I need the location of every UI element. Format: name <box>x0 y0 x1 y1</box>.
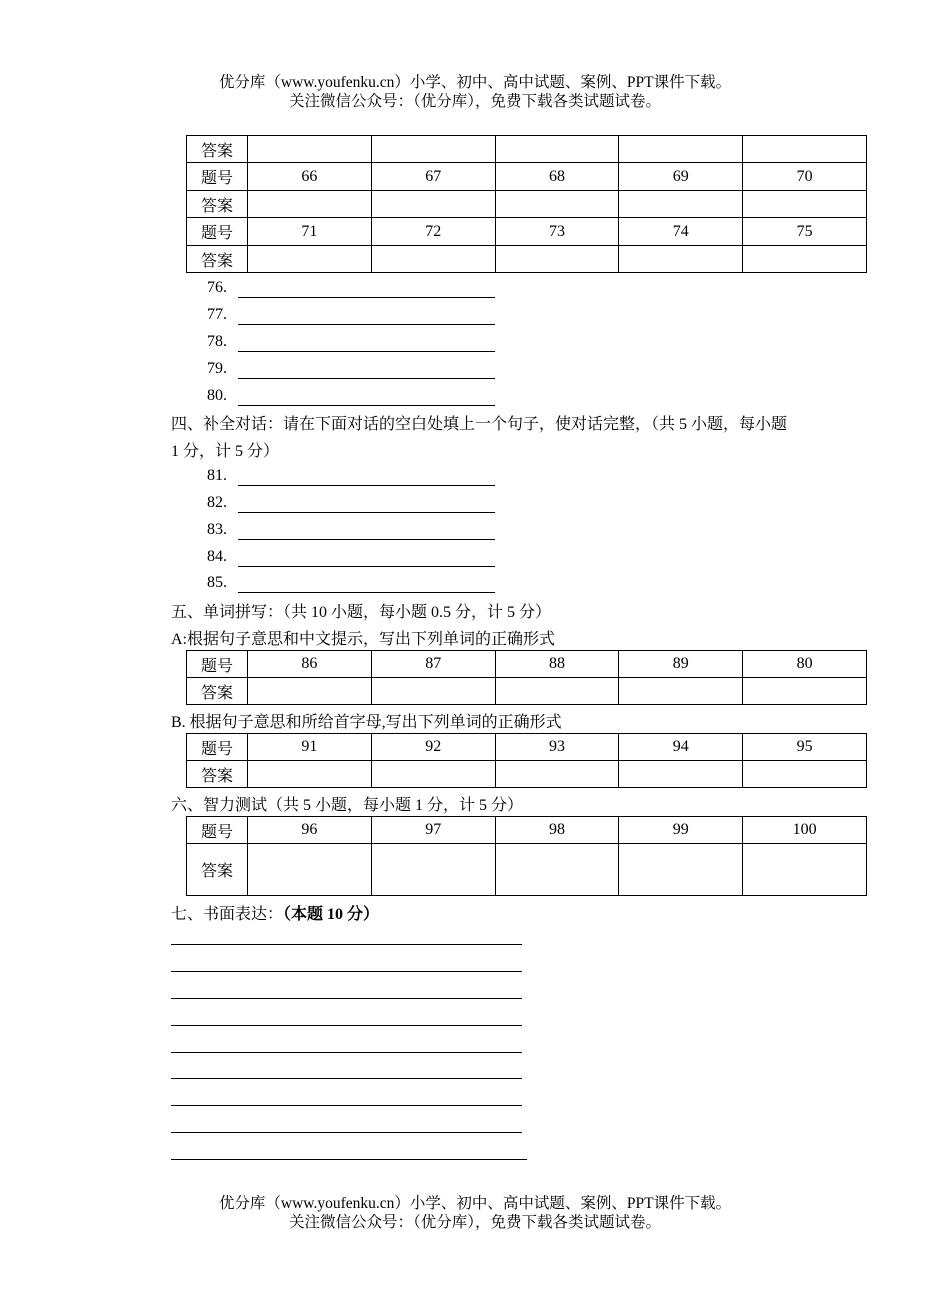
answer-cell[interactable] <box>371 678 495 705</box>
fill-item <box>207 279 237 303</box>
fill-item <box>207 494 237 518</box>
answer-cell[interactable] <box>495 678 619 705</box>
answer-cell[interactable] <box>248 136 372 163</box>
header-line-2: 关注微信公众号：（优分库），免费下载各类试题试卷。 <box>288 93 661 110</box>
answer-cell[interactable] <box>743 844 867 896</box>
question-no-cell: 70 <box>743 163 867 191</box>
answer-cell[interactable] <box>619 136 743 163</box>
question-no-cell: 73 <box>495 218 619 246</box>
answer-table-top <box>186 135 867 273</box>
item-number: 78. <box>207 333 227 350</box>
answer-cell[interactable] <box>619 678 743 705</box>
answer-label: 答案 <box>187 678 248 705</box>
item-number: 77. <box>207 306 227 323</box>
answer-cell[interactable] <box>248 761 372 788</box>
writing-line[interactable] <box>171 971 522 972</box>
section7-score: （本题 10 分） <box>283 906 380 923</box>
question-no-cell: 86 <box>248 651 372 678</box>
fill-item <box>207 387 237 411</box>
answer-label: 答案 <box>187 844 248 896</box>
answer-cell[interactable] <box>495 191 619 218</box>
answer-cell[interactable] <box>619 246 743 273</box>
fill-item <box>207 360 237 384</box>
question-no-cell: 95 <box>743 734 867 761</box>
fill-item <box>207 548 237 572</box>
answer-cell[interactable] <box>371 136 495 163</box>
question-no-label: 题号 <box>187 817 248 844</box>
question-no-cell: 93 <box>495 734 619 761</box>
answer-blank[interactable] <box>238 566 495 567</box>
answer-label: 答案 <box>187 246 248 273</box>
item-number: 76. <box>207 279 227 296</box>
answer-cell[interactable] <box>743 246 867 273</box>
question-no-cell: 92 <box>371 734 495 761</box>
section7-title <box>171 901 379 924</box>
item-number: 81. <box>207 467 227 484</box>
fill-item <box>207 306 237 330</box>
answer-blank[interactable] <box>238 297 495 298</box>
item-number: 79. <box>207 360 227 377</box>
answer-blank[interactable] <box>238 512 495 513</box>
question-no-label: 题号 <box>187 218 248 246</box>
answer-cell[interactable] <box>371 191 495 218</box>
answer-cell[interactable] <box>743 136 867 163</box>
answer-cell[interactable] <box>619 844 743 896</box>
answer-cell[interactable] <box>743 761 867 788</box>
question-no-cell: 80 <box>743 651 867 678</box>
answer-label: 答案 <box>187 761 248 788</box>
question-no-cell: 94 <box>619 734 743 761</box>
item-number: 85. <box>207 574 227 591</box>
fill-item <box>207 333 237 357</box>
answer-blank[interactable] <box>238 405 495 406</box>
answer-cell[interactable] <box>495 136 619 163</box>
writing-line[interactable] <box>171 1132 522 1133</box>
footer-line-2: 关注微信公众号：（优分库），免费下载各类试题试卷。 <box>288 1214 661 1231</box>
item-number: 84. <box>207 548 227 565</box>
page-footer <box>0 1194 950 1232</box>
question-no-label: 题号 <box>187 734 248 761</box>
question-no-cell: 98 <box>495 817 619 844</box>
answer-label: 答案 <box>187 136 248 163</box>
answer-cell[interactable] <box>371 246 495 273</box>
question-no-label: 题号 <box>187 651 248 678</box>
section5-part-b: B. 根据句子意思和所给首字母,写出下列单词的正确形式 <box>171 714 562 731</box>
question-no-cell: 68 <box>495 163 619 191</box>
question-no-cell: 88 <box>495 651 619 678</box>
writing-line[interactable] <box>171 1159 527 1160</box>
answer-cell[interactable] <box>248 678 372 705</box>
question-no-cell: 72 <box>371 218 495 246</box>
answer-cell[interactable] <box>495 761 619 788</box>
answer-cell[interactable] <box>495 246 619 273</box>
question-no-cell: 74 <box>619 218 743 246</box>
answer-blank[interactable] <box>238 539 495 540</box>
section5-title: 五、单词拼写：（共 10 小题，每小题 0.5 分，计 5 分） <box>171 604 552 621</box>
answer-cell[interactable] <box>248 191 372 218</box>
question-no-label: 题号 <box>187 163 248 191</box>
answer-blank[interactable] <box>238 592 495 593</box>
header-line-1: 优分库（www.youfenku.cn）小学、初中、高中试题、案例、PPT课件下载。 <box>218 74 732 91</box>
writing-line[interactable] <box>171 1105 522 1106</box>
question-no-cell: 75 <box>743 218 867 246</box>
answer-blank[interactable] <box>238 324 495 325</box>
fill-item <box>207 521 237 545</box>
item-number: 82. <box>207 494 227 511</box>
writing-line[interactable] <box>171 944 522 945</box>
answer-cell[interactable] <box>495 844 619 896</box>
writing-line[interactable] <box>171 998 522 999</box>
question-no-cell: 97 <box>371 817 495 844</box>
answer-cell[interactable] <box>371 844 495 896</box>
answer-cell[interactable] <box>743 191 867 218</box>
question-no-cell: 69 <box>619 163 743 191</box>
writing-line[interactable] <box>171 1025 522 1026</box>
section4-title-line1: 四、补全对话：请在下面对话的空白处填上一个句子，使对话完整，（共 5 小题，每小题 <box>171 416 788 433</box>
answer-blank[interactable] <box>238 485 495 486</box>
fill-item <box>207 467 237 491</box>
question-no-cell: 67 <box>371 163 495 191</box>
question-no-cell: 66 <box>248 163 372 191</box>
page-header <box>0 73 950 111</box>
answer-cell[interactable] <box>248 844 372 896</box>
question-no-cell: 91 <box>248 734 372 761</box>
question-no-cell: 87 <box>371 651 495 678</box>
question-no-cell: 100 <box>743 817 867 844</box>
answer-table-6 <box>186 816 867 896</box>
writing-line[interactable] <box>171 1078 522 1079</box>
section5-part-a: A:根据句子意思和中文提示，写出下列单词的正确形式 <box>171 631 556 648</box>
answer-blank[interactable] <box>238 378 495 379</box>
item-number: 80. <box>207 387 227 404</box>
item-number: 83. <box>207 521 227 538</box>
fill-item <box>207 574 237 598</box>
question-no-cell: 99 <box>619 817 743 844</box>
answer-table-5b <box>186 733 867 788</box>
answer-cell[interactable] <box>371 761 495 788</box>
section7-title-text: 七、书面表达： <box>171 906 284 923</box>
answer-cell[interactable] <box>248 246 372 273</box>
question-no-cell: 89 <box>619 651 743 678</box>
answer-table-5a <box>186 650 867 705</box>
answer-label: 答案 <box>187 191 248 218</box>
answer-cell[interactable] <box>743 678 867 705</box>
section6-title: 六、智力测试（共 5 小题，每小题 1 分，计 5 分） <box>171 797 524 814</box>
writing-line[interactable] <box>171 1052 522 1053</box>
answer-cell[interactable] <box>619 191 743 218</box>
answer-cell[interactable] <box>619 761 743 788</box>
answer-blank[interactable] <box>238 351 495 352</box>
section4-title-line2: 1 分，计 5 分） <box>171 443 280 460</box>
question-no-cell: 96 <box>248 817 372 844</box>
question-no-cell: 71 <box>248 218 372 246</box>
footer-line-1: 优分库（www.youfenku.cn）小学、初中、高中试题、案例、PPT课件下载。 <box>218 1195 732 1212</box>
